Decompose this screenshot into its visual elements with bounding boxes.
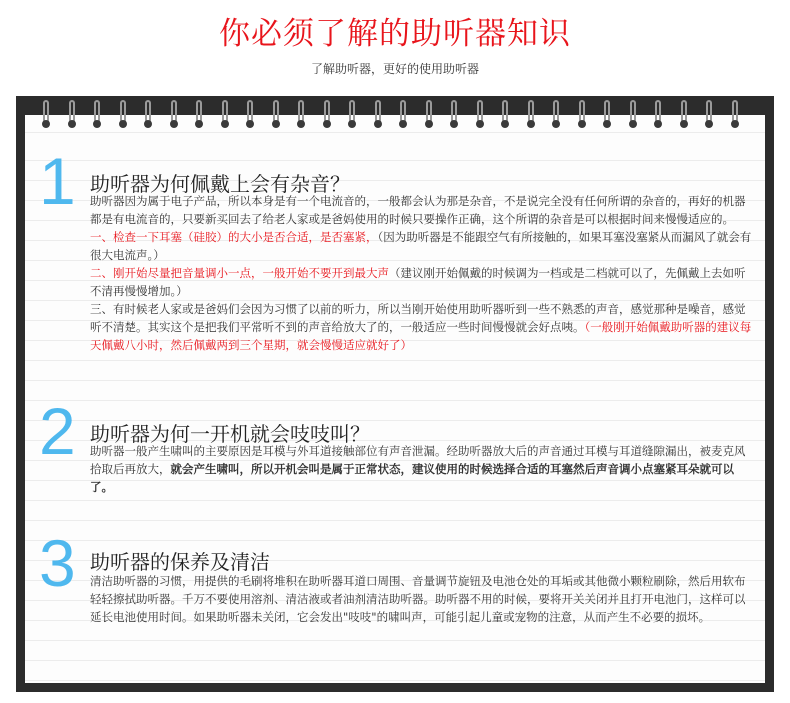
section-heading: 助听器为何佩戴上会有杂音？ [90,172,350,196]
spiral-ring [426,100,432,122]
tip-1 [90,228,752,264]
spiral-ring [273,100,279,122]
spiral-ring [349,100,355,122]
tip-1-detail: （因为助听器是不能跟空气有所接触的，如果耳塞没塞紧从而漏风了就会有很大电流声。） [90,230,752,262]
section-number: 1 [39,144,76,218]
spiral-ring [247,100,253,122]
page-title: 你必须了解的助听器知识 [219,16,571,52]
spiral-ring [324,100,330,122]
spiral-ring [528,100,534,122]
spiral-ring [196,100,202,122]
spiral-ring [375,100,381,122]
section-heading: 助听器为何一开机就会吱吱叫？ [90,422,370,446]
spiral-ring [298,100,304,122]
spiral-ring [451,100,457,122]
spiral-ring [43,100,49,122]
spiral-ring [732,100,738,122]
section-body [90,572,752,626]
tip-1-highlight: 一、检查一下耳塞（硅胶）的大小是否合适，是否塞紧， [90,230,378,244]
tip-2 [90,264,752,300]
spiral-rings [25,100,765,132]
section-body [90,192,752,354]
spiral-ring [477,100,483,122]
tip-2-detail: （建议刚开始佩戴的时候调为一档或是二档就可以了，先佩戴上去如听不清再慢慢增加。） [90,266,746,298]
tip-3-detail: 三、有时候老人家或是爸妈们会因为习惯了以前的听力，所以当刚开始使用助听器听到一些不熟悉的声音，感觉那种是噪音，感觉听不清楚。其实这个是把我们平常听不到的声音给放大了的，一般适应一些时间慢慢就会好点咦。 [90,302,746,334]
section-text [90,442,752,496]
spiral-ring [502,100,508,122]
section-number: 2 [39,394,76,468]
spiral-ring [706,100,712,122]
tip-3-highlight: （一般刚开始佩戴助听器的建议每天佩戴八小时，然后佩戴两到三个星期，就会慢慢适应就好了） [90,320,752,352]
section-text: 清洁助听器的习惯，用提供的毛刷将堆积在助听器耳道口周围、音量调节旋钮及电池仓处的耳垢或其他微小颗粒刷除，然后用软布轻轻擦拭助听器。千万不要使用溶剂、清洁液或者油剂清洁助听器。助听器不用的时候，要将开关关闭并且打开电池门，这样可以延长电池使用时间。如果助听器未关闭，它会发出"吱吱"的啸叫声，可能引起儿童或宠物的注意，从而产生不必要的损坏。 [90,574,746,624]
spiral-ring [69,100,75,122]
tip-3 [90,300,752,354]
section-text-bold: 就会产生啸叫，所以开机会叫是属于正常状态，建议使用的时候选择合适的耳塞然后声音调小点塞紧耳朵就可以了。 [90,462,734,494]
spiral-ring [400,100,406,122]
section-heading: 助听器的保养及清洁 [90,550,270,574]
spiral-ring [145,100,151,122]
spiral-ring [579,100,585,122]
section-intro: 助听器因为属于电子产品，所以本身是有一个电流音的，一般都会认为那是杂音，不是说完全没有任何所谓的杂音的，再好的机器都是有电流音的，只要新买回去了给老人家或是爸妈使用的时候只要操作正确，这个所谓的杂音是可以根据时间来慢慢适应的。 [90,194,746,226]
page-subtitle: 了解助听器，更好的使用助听器 [310,62,479,76]
spiral-ring [630,100,636,122]
spiral-ring [171,100,177,122]
spiral-ring [681,100,687,122]
spiral-ring [604,100,610,122]
section-text-normal: 助听器一般产生啸叫的主要原因是耳模与外耳道接触部位有声音泄漏。经助听器放大后的声音通过耳模与耳道缝隙漏出，被麦克风拾取后再放大， [90,444,746,476]
tip-2-highlight: 二、刚开始尽量把音量调小一点，一般开始不要开到最大声 [90,266,389,280]
section-body [90,442,752,496]
section-number: 3 [39,526,76,600]
spiral-ring [655,100,661,122]
spiral-ring [553,100,559,122]
spiral-ring [94,100,100,122]
spiral-ring [120,100,126,122]
spiral-ring [222,100,228,122]
